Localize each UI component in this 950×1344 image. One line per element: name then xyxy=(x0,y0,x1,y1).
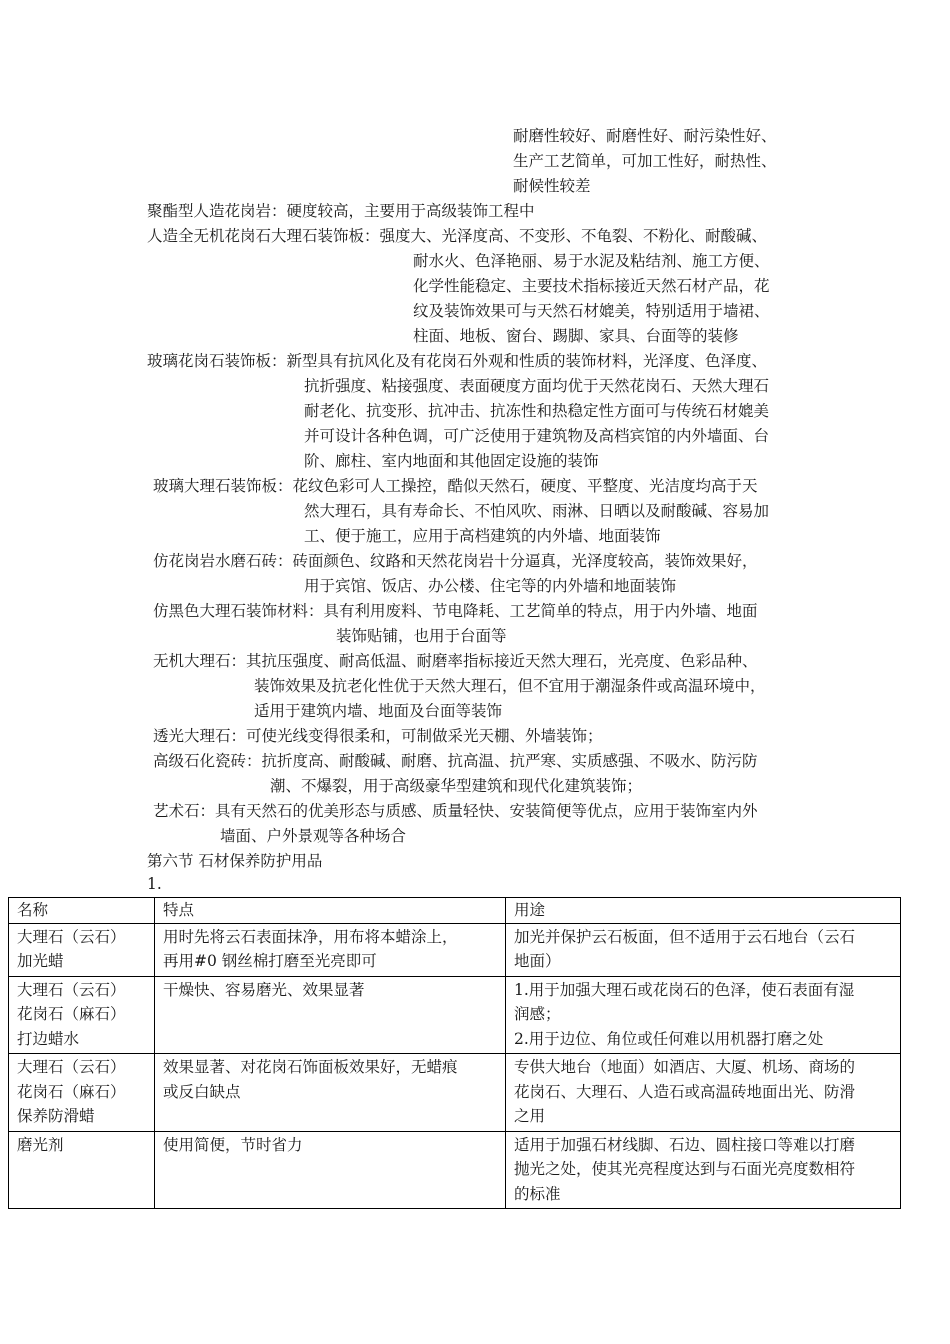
text-line: 墙面、户外景观等各种场合 xyxy=(220,827,407,845)
table-row xyxy=(9,1131,901,1209)
cell-feature xyxy=(155,923,506,976)
cell-line: 的标准 xyxy=(514,1184,561,1203)
cell-line: 2.用于边位、角位或任何难以用机器打磨之处 xyxy=(514,1029,824,1048)
text-line: 艺术石：具有天然石的优美形态与质感、质量轻快、安装简便等优点，应用于装饰室内外 xyxy=(153,802,758,820)
text-line: 耐老化、抗变形、抗冲击、抗冻性和热稳定性方面可与传统石材媲美 xyxy=(304,402,770,420)
text-line: 玻璃大理石装饰板：花纹色彩可人工操控，酷似天然石，硬度、平整度、光洁度均高于天 xyxy=(153,477,758,495)
text-line: 潮、不爆裂，用于高级豪华型建筑和现代化建筑装饰； xyxy=(270,777,643,795)
cell-line: 1.用于加强大理石或花岗石的色泽，使石表面有湿 xyxy=(514,980,855,999)
cell-line: 加光并保护云石板面，但不适用于云石地台（云石 xyxy=(514,927,856,946)
cell-line: 用时先将云石表面抹净，用布将本蜡涂上， xyxy=(163,927,458,946)
table-header-row xyxy=(9,898,901,924)
cell-line: 大理石（云石） xyxy=(17,927,126,946)
section-heading: 第六节 石材保养防护用品 xyxy=(147,852,323,870)
cell-line: 花岗石、大理石、人造石或高温砖地面出光、防滑 xyxy=(514,1082,856,1101)
cell-line: 地面） xyxy=(514,952,561,970)
cell-name xyxy=(9,923,155,976)
text-line: 无机大理石：其抗压强度、耐高低温、耐磨率指标接近天然大理石，光亮度、色彩品种、 xyxy=(153,652,758,670)
text-line: 生产工艺简单，可加工性好，耐热性、 xyxy=(513,152,777,170)
text-line: 玻璃花岗石装饰板：新型具有抗风化及有花岗石外观和性质的装饰材料，光泽度、色泽度、 xyxy=(147,352,768,370)
cell-name xyxy=(9,1131,155,1209)
cell-line: 磨光剂 xyxy=(17,1135,64,1154)
column-header-name: 名称 xyxy=(9,898,155,924)
cell-line: 效果显著、对花岗石饰面板效果好，无蜡痕 xyxy=(163,1058,458,1076)
text-line: 阶、廊柱、室内地面和其他固定设施的装饰 xyxy=(304,452,599,470)
text-line: 并可设计各种色调，可广泛使用于建筑物及高档宾馆的内外墙面、台 xyxy=(304,427,770,445)
cell-feature xyxy=(155,1054,506,1132)
text-line: 装饰效果及抗老化性优于天然大理石，但不宜用于潮湿条件或高温环境中， xyxy=(254,677,766,695)
text-line: 耐磨性较好、耐磨性好、耐污染性好、 xyxy=(513,127,777,145)
cell-line: 大理石（云石） xyxy=(17,980,126,999)
cell-line: 打边蜡水 xyxy=(17,1029,80,1048)
text-line: 纹及装饰效果可与天然石材媲美，特别适用于墙裙、 xyxy=(413,302,770,320)
cell-line: 润感； xyxy=(514,1005,561,1023)
column-header-use: 用途 xyxy=(506,898,901,924)
cell-name xyxy=(9,1054,155,1132)
products-table xyxy=(8,897,901,1209)
cell-use xyxy=(506,976,901,1054)
text-line: 柱面、地板、窗台、踢脚、家具、台面等的装修 xyxy=(413,327,739,345)
cell-line: 再用#0 钢丝棉打磨至光亮即可 xyxy=(163,952,377,970)
table-row xyxy=(9,1054,901,1132)
text-line: 装饰贴铺，也用于台面等 xyxy=(336,627,507,645)
cell-line: 之用 xyxy=(514,1107,546,1125)
text-line: 用于宾馆、饭店、办公楼、住宅等的内外墙和地面装饰 xyxy=(304,577,677,595)
cell-feature xyxy=(155,976,506,1054)
cell-line: 适用于加强石材线脚、石边、圆柱接口等难以打磨 xyxy=(514,1135,856,1154)
text-line: 适用于建筑内墙、地面及台面等装饰 xyxy=(254,702,503,720)
cell-line: 使用简便，节时省力 xyxy=(163,1135,303,1154)
cell-line: 专供大地台（地面）如酒店、大厦、机场、商场的 xyxy=(514,1058,856,1076)
text-line: 工、便于施工，应用于高档建筑的内外墙、地面装饰 xyxy=(304,527,661,545)
cell-use xyxy=(506,923,901,976)
text-line: 透光大理石：可使光线变得很柔和，可制做采光天棚、外墙装饰； xyxy=(153,727,603,745)
cell-line: 保养防滑蜡 xyxy=(17,1107,95,1125)
table-row xyxy=(9,923,901,976)
text-line: 耐候性较差 xyxy=(513,177,591,195)
text-line: 然大理石，具有寿命长、不怕风吹、雨淋、日晒以及耐酸碱、容易加 xyxy=(304,502,770,520)
text-line: 高级石化瓷砖：抗折度高、耐酸碱、耐磨、抗高温、抗严寒、实质感强、不吸水、防污防 xyxy=(153,752,758,770)
cell-name xyxy=(9,976,155,1054)
cell-line: 加光蜡 xyxy=(17,952,64,970)
text-line: 化学性能稳定、主要技术指标接近天然石材产品，花 xyxy=(413,277,770,295)
cell-line: 或反白缺点 xyxy=(163,1082,241,1101)
list-marker: 1. xyxy=(147,875,162,893)
cell-line: 花岗石（麻石） xyxy=(17,1005,126,1023)
cell-line: 干燥快、容易磨光、效果显著 xyxy=(163,980,365,999)
cell-feature xyxy=(155,1131,506,1209)
column-header-feature: 特点 xyxy=(155,898,506,924)
cell-line: 大理石（云石） xyxy=(17,1058,126,1076)
text-line: 聚酯型人造花岗岩：硬度较高，主要用于高级装饰工程中 xyxy=(147,202,535,220)
cell-use xyxy=(506,1131,901,1209)
text-line: 仿黑色大理石装饰材料：具有利用废料、节电降耗、工艺简单的特点，用于内外墙、地面 xyxy=(153,602,758,620)
cell-line: 抛光之处，使其光亮程度达到与石面光亮度数相符 xyxy=(514,1160,856,1178)
cell-line: 花岗石（麻石） xyxy=(17,1082,126,1101)
text-line: 人造全无机花岗石大理石装饰板：强度大、光泽度高、不变形、不龟裂、不粉化、耐酸碱、 xyxy=(147,227,768,245)
text-line: 仿花岗岩水磨石砖：砖面颜色、纹路和天然花岗岩十分逼真，光泽度较高，装饰效果好， xyxy=(153,552,758,570)
text-line: 耐水火、色泽艳丽、易于水泥及粘结剂、施工方便、 xyxy=(413,252,770,270)
table-row xyxy=(9,976,901,1054)
text-line: 抗折强度、粘接强度、表面硬度方面均优于天然花岗石、天然大理石 xyxy=(304,377,770,395)
cell-use xyxy=(506,1054,901,1132)
